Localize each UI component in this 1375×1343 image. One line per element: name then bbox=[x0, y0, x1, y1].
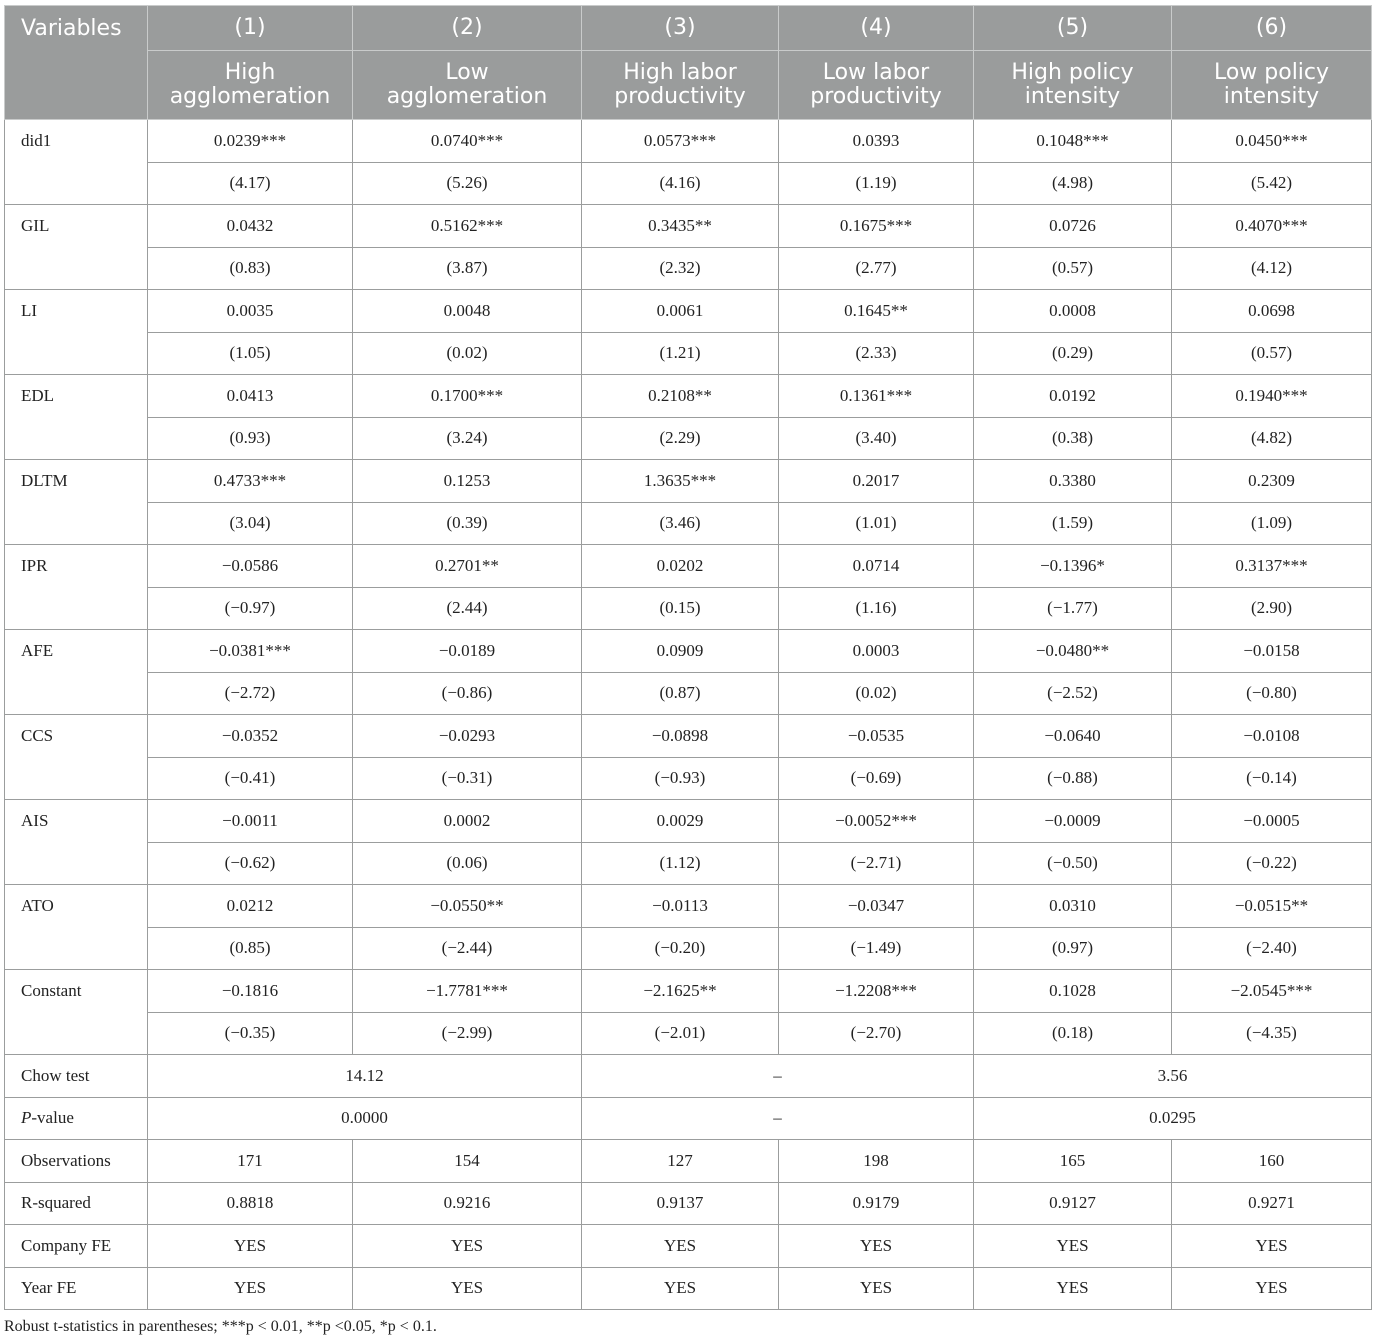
table-row bbox=[5, 715, 1372, 758]
column-name bbox=[974, 51, 1172, 120]
coefficient-cell: 0.0310 bbox=[974, 885, 1172, 928]
t-statistic-cell: (−2.40) bbox=[1172, 927, 1372, 970]
table-note: Robust t-statistics in parentheses; ***p < 0.01, **p <0.05, *p < 0.1. bbox=[4, 1318, 437, 1335]
stat-cell: YES bbox=[582, 1267, 779, 1310]
t-statistic-cell: (−2.72) bbox=[148, 672, 353, 715]
stat-cell: 198 bbox=[779, 1140, 974, 1183]
p-value-cell: 0.0295 bbox=[974, 1097, 1372, 1140]
coefficient-cell: −0.0640 bbox=[974, 715, 1172, 758]
stat-cell: 0.9179 bbox=[779, 1182, 974, 1225]
t-statistic-cell: (0.85) bbox=[148, 927, 353, 970]
coefficient-cell: 0.1675*** bbox=[779, 205, 974, 248]
t-statistic-cell: (0.39) bbox=[353, 502, 582, 545]
column-number: (1) bbox=[148, 6, 353, 51]
stat-cell: YES bbox=[148, 1267, 353, 1310]
coefficient-cell: 0.0432 bbox=[148, 205, 353, 248]
t-statistic-cell: (−0.93) bbox=[582, 757, 779, 800]
chow-test-value: 3.56 bbox=[974, 1055, 1372, 1098]
coefficient-cell: −0.1396* bbox=[974, 545, 1172, 588]
coefficient-cell: 0.1253 bbox=[353, 460, 582, 503]
table-row bbox=[5, 1182, 1372, 1225]
table-row bbox=[5, 1055, 1372, 1098]
column-number: (3) bbox=[582, 6, 779, 51]
column-name bbox=[353, 51, 582, 120]
column-name-line: agglomeration bbox=[386, 84, 548, 109]
t-statistic-cell: (5.26) bbox=[353, 162, 582, 205]
coefficient-cell: 0.3435** bbox=[582, 205, 779, 248]
table-row bbox=[5, 1012, 1372, 1055]
table-row bbox=[5, 1225, 1372, 1268]
t-statistic-cell: (1.09) bbox=[1172, 502, 1372, 545]
coefficient-cell: −0.0535 bbox=[779, 715, 974, 758]
t-statistic-cell: (3.24) bbox=[353, 417, 582, 460]
t-statistic-cell: (−0.41) bbox=[148, 757, 353, 800]
table-row bbox=[5, 162, 1372, 205]
table-row bbox=[5, 970, 1372, 1013]
coefficient-cell: 0.2108** bbox=[582, 375, 779, 418]
t-statistic-cell: (−0.69) bbox=[779, 757, 974, 800]
coefficient-cell: 0.1645** bbox=[779, 290, 974, 333]
t-statistic-cell: (0.15) bbox=[582, 587, 779, 630]
coefficient-cell: 0.2309 bbox=[1172, 460, 1372, 503]
t-statistic-cell: (−0.88) bbox=[974, 757, 1172, 800]
variable-label: EDL bbox=[5, 375, 148, 460]
stat-label: R-squared bbox=[5, 1182, 148, 1225]
t-statistic-cell: (5.42) bbox=[1172, 162, 1372, 205]
coefficient-cell: 0.3137*** bbox=[1172, 545, 1372, 588]
t-statistic-cell: (3.04) bbox=[148, 502, 353, 545]
variables-header: Variables bbox=[5, 6, 148, 120]
stat-cell: YES bbox=[353, 1225, 582, 1268]
table-header bbox=[5, 6, 1372, 120]
table-row bbox=[5, 417, 1372, 460]
coefficient-cell: −0.0293 bbox=[353, 715, 582, 758]
table-row bbox=[5, 757, 1372, 800]
stat-cell: 0.8818 bbox=[148, 1182, 353, 1225]
coefficient-cell: −0.0515** bbox=[1172, 885, 1372, 928]
coefficient-cell: 0.0726 bbox=[974, 205, 1172, 248]
table-row bbox=[5, 1097, 1372, 1140]
stat-cell: 127 bbox=[582, 1140, 779, 1183]
t-statistic-cell: (3.46) bbox=[582, 502, 779, 545]
table-row bbox=[5, 332, 1372, 375]
coefficient-cell: 0.1361*** bbox=[779, 375, 974, 418]
stat-cell: YES bbox=[148, 1225, 353, 1268]
variable-label: GIL bbox=[5, 205, 148, 290]
coefficient-cell: 0.1940*** bbox=[1172, 375, 1372, 418]
variable-label: ATO bbox=[5, 885, 148, 970]
chow-test-value: – bbox=[582, 1055, 974, 1098]
t-statistic-cell: (−0.14) bbox=[1172, 757, 1372, 800]
stat-cell: 0.9271 bbox=[1172, 1182, 1372, 1225]
column-name bbox=[1172, 51, 1372, 120]
coefficient-cell: 0.0202 bbox=[582, 545, 779, 588]
coefficient-cell: −0.0113 bbox=[582, 885, 779, 928]
stat-cell: 0.9137 bbox=[582, 1182, 779, 1225]
t-statistic-cell: (−2.70) bbox=[779, 1012, 974, 1055]
coefficient-cell: −0.0480** bbox=[974, 630, 1172, 673]
t-statistic-cell: (3.40) bbox=[779, 417, 974, 460]
coefficient-cell: 0.0029 bbox=[582, 800, 779, 843]
coefficient-cell: 0.0239*** bbox=[148, 120, 353, 163]
table-row bbox=[5, 205, 1372, 248]
coefficient-cell: −2.1625** bbox=[582, 970, 779, 1013]
coefficient-cell: 0.2017 bbox=[779, 460, 974, 503]
t-statistic-cell: (0.83) bbox=[148, 247, 353, 290]
coefficient-cell: 0.3380 bbox=[974, 460, 1172, 503]
t-statistic-cell: (1.21) bbox=[582, 332, 779, 375]
t-statistic-cell: (−0.35) bbox=[148, 1012, 353, 1055]
column-name-line: intensity bbox=[1024, 84, 1121, 109]
variable-label: did1 bbox=[5, 120, 148, 205]
coefficient-cell: 0.1700*** bbox=[353, 375, 582, 418]
t-statistic-cell: (−0.80) bbox=[1172, 672, 1372, 715]
t-statistic-cell: (4.98) bbox=[974, 162, 1172, 205]
coefficient-cell: −0.1816 bbox=[148, 970, 353, 1013]
coefficient-cell: 0.5162*** bbox=[353, 205, 582, 248]
variable-label: Constant bbox=[5, 970, 148, 1055]
p-value-cell: 0.0000 bbox=[148, 1097, 582, 1140]
variable-label: DLTM bbox=[5, 460, 148, 545]
stat-cell: 171 bbox=[148, 1140, 353, 1183]
t-statistic-cell: (−1.49) bbox=[779, 927, 974, 970]
coefficient-cell: 0.1028 bbox=[974, 970, 1172, 1013]
coefficient-cell: −0.0550** bbox=[353, 885, 582, 928]
column-name bbox=[148, 51, 353, 120]
column-name-line: High bbox=[224, 60, 276, 85]
stat-cell: 165 bbox=[974, 1140, 1172, 1183]
table-row bbox=[5, 460, 1372, 503]
table-row bbox=[5, 120, 1372, 163]
coefficient-cell: −0.0011 bbox=[148, 800, 353, 843]
table-row bbox=[5, 1267, 1372, 1310]
t-statistic-cell: (1.59) bbox=[974, 502, 1172, 545]
t-statistic-cell: (4.16) bbox=[582, 162, 779, 205]
coefficient-cell: −0.0347 bbox=[779, 885, 974, 928]
column-number: (2) bbox=[353, 6, 582, 51]
p-value-label-italic: P bbox=[21, 1108, 32, 1128]
table-row bbox=[5, 800, 1372, 843]
table-row bbox=[5, 842, 1372, 885]
coefficient-cell: 0.0909 bbox=[582, 630, 779, 673]
stat-cell: YES bbox=[779, 1267, 974, 1310]
t-statistic-cell: (−0.86) bbox=[353, 672, 582, 715]
table-row bbox=[5, 927, 1372, 970]
stat-cell: 160 bbox=[1172, 1140, 1372, 1183]
variable-label: CCS bbox=[5, 715, 148, 800]
p-value-cell: – bbox=[582, 1097, 974, 1140]
t-statistic-cell: (4.17) bbox=[148, 162, 353, 205]
t-statistic-cell: (3.87) bbox=[353, 247, 582, 290]
coefficient-cell: −0.0108 bbox=[1172, 715, 1372, 758]
column-name bbox=[779, 51, 974, 120]
coefficient-cell: 0.0048 bbox=[353, 290, 582, 333]
coefficient-cell: 0.0003 bbox=[779, 630, 974, 673]
column-number: (6) bbox=[1172, 6, 1372, 51]
stat-label: Observations bbox=[5, 1140, 148, 1183]
t-statistic-cell: (1.05) bbox=[148, 332, 353, 375]
table-row bbox=[5, 630, 1372, 673]
t-statistic-cell: (4.82) bbox=[1172, 417, 1372, 460]
t-statistic-cell: (0.57) bbox=[974, 247, 1172, 290]
t-statistic-cell: (2.44) bbox=[353, 587, 582, 630]
column-name-line: productivity bbox=[614, 84, 746, 109]
t-statistic-cell: (2.77) bbox=[779, 247, 974, 290]
coefficient-cell: −0.0189 bbox=[353, 630, 582, 673]
column-name-line: Low bbox=[445, 60, 489, 85]
t-statistic-cell: (4.12) bbox=[1172, 247, 1372, 290]
t-statistic-cell: (−0.31) bbox=[353, 757, 582, 800]
t-statistic-cell: (0.06) bbox=[353, 842, 582, 885]
t-statistic-cell: (−2.44) bbox=[353, 927, 582, 970]
stat-cell: 0.9127 bbox=[974, 1182, 1172, 1225]
column-name-line: intensity bbox=[1223, 84, 1320, 109]
stat-cell: 154 bbox=[353, 1140, 582, 1183]
t-statistic-cell: (0.97) bbox=[974, 927, 1172, 970]
coefficient-cell: −0.0352 bbox=[148, 715, 353, 758]
table-row bbox=[5, 290, 1372, 333]
t-statistic-cell: (2.33) bbox=[779, 332, 974, 375]
t-statistic-cell: (−2.99) bbox=[353, 1012, 582, 1055]
table-row bbox=[5, 247, 1372, 290]
t-statistic-cell: (1.12) bbox=[582, 842, 779, 885]
t-statistic-cell: (−2.71) bbox=[779, 842, 974, 885]
regression-table bbox=[4, 5, 1372, 1310]
coefficient-cell: 0.0740*** bbox=[353, 120, 582, 163]
coefficient-cell: 1.3635*** bbox=[582, 460, 779, 503]
stat-cell: YES bbox=[1172, 1267, 1372, 1310]
t-statistic-cell: (0.02) bbox=[353, 332, 582, 375]
table-row bbox=[5, 885, 1372, 928]
t-statistic-cell: (−2.01) bbox=[582, 1012, 779, 1055]
stat-cell: 0.9216 bbox=[353, 1182, 582, 1225]
coefficient-cell: 0.0002 bbox=[353, 800, 582, 843]
coefficient-cell: −0.0898 bbox=[582, 715, 779, 758]
stat-label: Company FE bbox=[5, 1225, 148, 1268]
coefficient-cell: 0.0573*** bbox=[582, 120, 779, 163]
t-statistic-cell: (2.90) bbox=[1172, 587, 1372, 630]
table-row bbox=[5, 375, 1372, 418]
coefficient-cell: −0.0586 bbox=[148, 545, 353, 588]
stat-label: Year FE bbox=[5, 1267, 148, 1310]
column-name-line: High policy bbox=[1011, 60, 1134, 85]
column-name-line: Low policy bbox=[1213, 60, 1330, 85]
coefficient-cell: 0.0698 bbox=[1172, 290, 1372, 333]
coefficient-cell: −0.0009 bbox=[974, 800, 1172, 843]
column-name-line: productivity bbox=[810, 84, 942, 109]
coefficient-cell: −2.0545*** bbox=[1172, 970, 1372, 1013]
variable-label: AIS bbox=[5, 800, 148, 885]
t-statistic-cell: (−0.62) bbox=[148, 842, 353, 885]
t-statistic-cell: (1.01) bbox=[779, 502, 974, 545]
coefficient-cell: 0.1048*** bbox=[974, 120, 1172, 163]
coefficient-cell: 0.0061 bbox=[582, 290, 779, 333]
p-value-label-rest: -value bbox=[31, 1108, 74, 1128]
coefficient-cell: −0.0052*** bbox=[779, 800, 974, 843]
t-statistic-cell: (0.57) bbox=[1172, 332, 1372, 375]
t-statistic-cell: (−2.52) bbox=[974, 672, 1172, 715]
stat-cell: YES bbox=[582, 1225, 779, 1268]
t-statistic-cell: (−4.35) bbox=[1172, 1012, 1372, 1055]
t-statistic-cell: (−0.20) bbox=[582, 927, 779, 970]
coefficient-cell: 0.2701** bbox=[353, 545, 582, 588]
t-statistic-cell: (0.38) bbox=[974, 417, 1172, 460]
t-statistic-cell: (2.32) bbox=[582, 247, 779, 290]
p-value-label bbox=[5, 1097, 148, 1140]
t-statistic-cell: (0.29) bbox=[974, 332, 1172, 375]
t-statistic-cell: (−0.97) bbox=[148, 587, 353, 630]
stat-cell: YES bbox=[779, 1225, 974, 1268]
column-number: (5) bbox=[974, 6, 1172, 51]
coefficient-cell: 0.0450*** bbox=[1172, 120, 1372, 163]
table-row bbox=[5, 545, 1372, 588]
table-row bbox=[5, 672, 1372, 715]
coefficient-cell: −0.0158 bbox=[1172, 630, 1372, 673]
t-statistic-cell: (1.19) bbox=[779, 162, 974, 205]
coefficient-cell: 0.0008 bbox=[974, 290, 1172, 333]
coefficient-cell: 0.0212 bbox=[148, 885, 353, 928]
coefficient-cell: −0.0005 bbox=[1172, 800, 1372, 843]
t-statistic-cell: (−0.50) bbox=[974, 842, 1172, 885]
table-row bbox=[5, 1140, 1372, 1183]
coefficient-cell: 0.4733*** bbox=[148, 460, 353, 503]
coefficient-cell: −1.2208*** bbox=[779, 970, 974, 1013]
t-statistic-cell: (−0.22) bbox=[1172, 842, 1372, 885]
chow-test-label: Chow test bbox=[5, 1055, 148, 1098]
t-statistic-cell: (2.29) bbox=[582, 417, 779, 460]
variable-label: AFE bbox=[5, 630, 148, 715]
variable-label: LI bbox=[5, 290, 148, 375]
stat-cell: YES bbox=[974, 1225, 1172, 1268]
column-name-line: agglomeration bbox=[169, 84, 331, 109]
coefficient-cell: 0.0192 bbox=[974, 375, 1172, 418]
table-row bbox=[5, 587, 1372, 630]
t-statistic-cell: (0.18) bbox=[974, 1012, 1172, 1055]
t-statistic-cell: (0.93) bbox=[148, 417, 353, 460]
variable-label: IPR bbox=[5, 545, 148, 630]
chow-test-value: 14.12 bbox=[148, 1055, 582, 1098]
column-name bbox=[582, 51, 779, 120]
coefficient-cell: 0.0393 bbox=[779, 120, 974, 163]
stat-cell: YES bbox=[1172, 1225, 1372, 1268]
table-body bbox=[5, 120, 1372, 1310]
stat-cell: YES bbox=[353, 1267, 582, 1310]
column-name-line: High labor bbox=[623, 60, 737, 85]
coefficient-cell: 0.4070*** bbox=[1172, 205, 1372, 248]
column-number: (4) bbox=[779, 6, 974, 51]
coefficient-cell: 0.0035 bbox=[148, 290, 353, 333]
t-statistic-cell: (0.87) bbox=[582, 672, 779, 715]
stat-cell: YES bbox=[974, 1267, 1172, 1310]
coefficient-cell: −1.7781*** bbox=[353, 970, 582, 1013]
coefficient-cell: 0.0413 bbox=[148, 375, 353, 418]
table-row bbox=[5, 502, 1372, 545]
coefficient-cell: 0.0714 bbox=[779, 545, 974, 588]
t-statistic-cell: (−1.77) bbox=[974, 587, 1172, 630]
coefficient-cell: −0.0381*** bbox=[148, 630, 353, 673]
column-name-line: Low labor bbox=[822, 60, 930, 85]
t-statistic-cell: (0.02) bbox=[779, 672, 974, 715]
t-statistic-cell: (1.16) bbox=[779, 587, 974, 630]
